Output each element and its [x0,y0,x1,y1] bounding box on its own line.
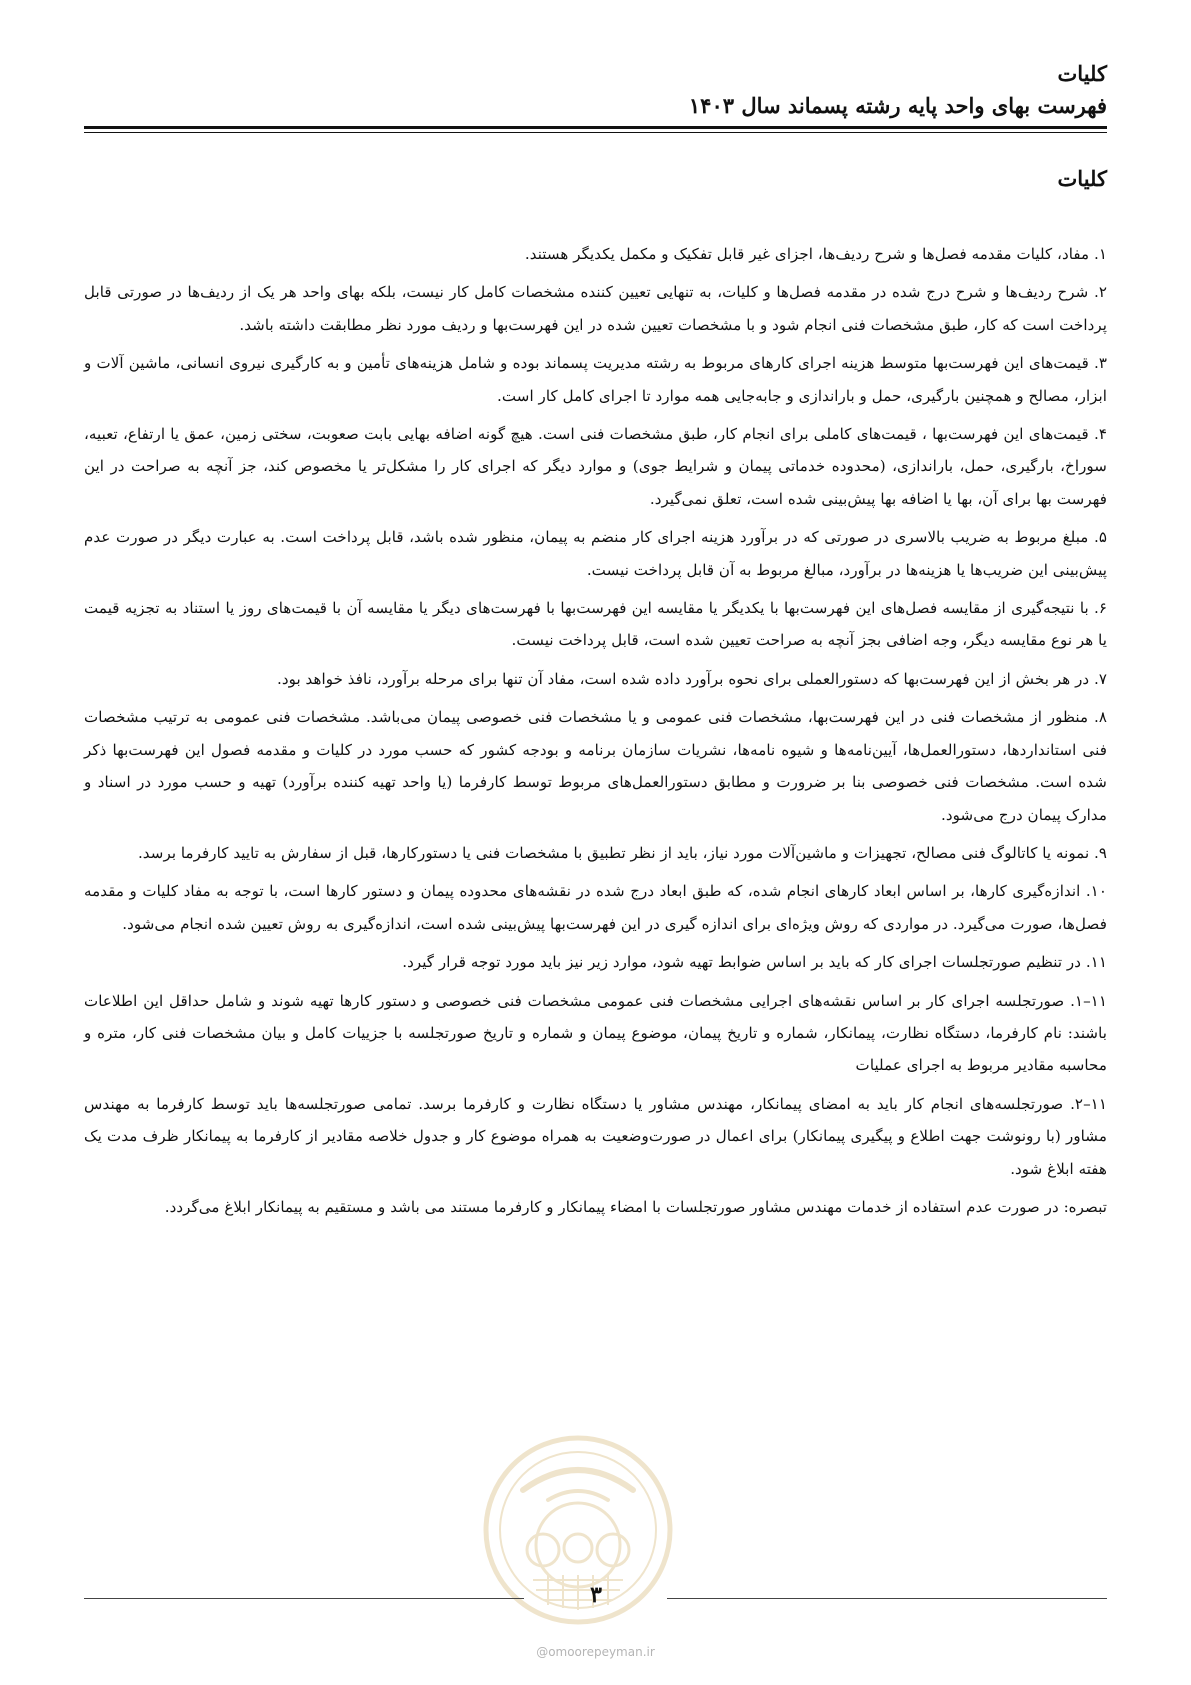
body-text [84,238,1107,1223]
paragraph: ۱. مفاد، کلیات مقدمه فصل‌ها و شرح ردیف‌ها، اجزای غیر قابل تفکیک و مکمل یکدیگر هستند. [524,245,1107,263]
header-subtitle: فهرست بهای واحد پایه رشته پسماند سال ۱۴۰۳ [688,93,1107,118]
paragraph: ۵. مبلغ مربوط به ضریب بالاسری در صورتی که در برآورد هزینه اجرای کار منضم به پیمان، منظور شده باشد، قابل پرداخت است. به عبارت دیگر در صورت عدم پیش‌بینی این ضریب‌ها یا هزینه‌ها در برآورد، مبالغ مربوط به آن قابل پرداخت نیست. [84,528,1107,579]
footer-rule-right [667,1598,1107,1599]
header-rule-thick [84,126,1107,129]
paragraph: ۱۱–۲. صورتجلسه‌های انجام کار باید به امضای پیمانکار، مهندس مشاور یا دستگاه نظارت و کارفرما برسد. تمامی صورتجلسه‌ها باید توسط کارفرما به مهندس مشاور (با رونوشت جهت اطلاع و پیگیری پیمانکار) برای اعمال در صورت‌وضعیت به همراه موضوع کار و جدول خلاصه مقادیر از کارفرما به پیمانکار ظرف مدت یک هفته ابلاغ شود. [84,1094,1107,1178]
paragraph: ۹. نمونه یا کاتالوگ فنی مصالح، تجهیزات و ماشین‌آلات مورد نیاز، باید از نظر تطبیق با مشخصات فنی یا دستورکارها، قبل از سفارش به تایید کارفرما برسد. [137,843,1107,862]
paragraph: ۶. با نتیجه‌گیری از مقایسه فصل‌های این فهرست‌بها با یکدیگر یا مقایسه این فهرست‌بها با فهرست‌های دیگر یا مقایسه آن با قیمت‌های روز یا استناد به تجزیه قیمت یا هر نوع مقایسه دیگر، وجه اضافی بجز آنچه به صراحت تعیین شده است، قابل پرداخت نیست. [84,599,1107,650]
footer-rule-left [84,1598,524,1599]
header-title: کلیات [1057,61,1107,86]
header-rule-thin [84,132,1107,133]
page-header [84,58,1107,122]
paragraph: ۱۱–۱. صورتجلسه اجرای کار بر اساس نقشه‌های اجرایی مشخصات فنی عمومی مشخصات فنی خصوصی و دستور کارها تهیه شوند و شامل حداقل این اطلاعات باشند: نام کارفرما، دستگاه نظارت، پیمانکار، شماره و تاریخ پیمان، موضوع پیمان و شماره و تاریخ صورتجلسه با جزییات کامل و بیان مشخصات فنی کار، متره و محاسبه مقادیر مربوط به اجرای عملیات [84,991,1107,1075]
paragraph: ۴. قیمت‌های این فهرست‌بها ، قیمت‌های کاملی برای انجام کار، طبق مشخصات فنی است. هیچ گونه اضافه بهایی بابت صعوبت، سختی زمین، عمق یا ارتفاع، تعبیه، سوراخ، بارگیری، حمل، باراندازی، (محدوده خدماتی پیمان و شرایط جوی) و موارد دیگر که اجرای کار را مشکل‌تر یا مخصوص کند، جز آنچه به صراحت در این فهرست بها برای آن، بها یا اضافه بها پیش‌بینی شده است، تعلق نمی‌گیرد. [84,425,1108,508]
paragraph: ۲. شرح ردیف‌ها و شرح درج شده در مقدمه فصل‌ها و کلیات، به تنهایی تعیین کننده مشخصات کامل کار نیست، بلکه بهای واحد هر یک از ردیف‌ها در صورتی قابل پرداخت است که کار، طبق مشخصات فنی انجام شود و با مشخصات تعیین شده در این فهرست‌بها و ردیف مورد نظر مطابقت داشته باشد. [84,283,1107,334]
page-number: ۳ [590,1582,602,1608]
paragraph: ۸. منظور از مشخصات فنی در این فهرست‌بها، مشخصات فنی عمومی و یا مشخصات فنی خصوصی پیمان می‌باشد. مشخصات فنی عمومی به ترتیب مشخصات فنی استانداردها، دستورالعمل‌ها، آیین‌نامه‌ها و شیوه نامه‌ها، نشریات سازمان برنامه و بودجه کشور که حسب مورد در کلیات و مقدمه فصول این فهرست‌بها ذکر شده است. مشخصات فنی خصوصی بنا بر ضرورت و مطابق دستورالعمل‌های مربوط توسط کارفرما (یا واحد تهیه کننده برآورد) تهیه و حسب مورد در اسناد و مدارک پیمان درج می‌شود. [84,708,1107,824]
footer-website[interactable]: @omoorepeyman.ir [536,1645,655,1659]
paragraph: ۷. در هر بخش از این فهرست‌بها که دستورالعملی برای نحوه برآورد داده شده است، مفاد آن تنها برای مرحله برآورد، نافذ خواهد بود. [277,669,1107,688]
paragraph: تبصره: در صورت عدم استفاده از خدمات مهندس مشاور صورتجلسات با امضاء پیمانکار و کارفرما مستند می باشد و مستقیم به پیمانکار ابلاغ می‌گردد. [164,1197,1107,1216]
paragraph: ۳. قیمت‌های این فهرست‌بها متوسط هزینه اجرای کارهای مربوط به رشته مدیریت پسماند بوده و شامل هزینه‌های تأمین و به کارگیری نیروی انسانی، ماشین آلات و ابزار، مصالح و همچنین بارگیری، حمل و باراندازی و جابه‌جایی همه موارد تا اجرای کامل کار است. [84,354,1107,405]
paragraph: ۱۰. اندازه‌گیری کارها، بر اساس ابعاد کارهای انجام شده، که طبق ابعاد درج شده در نقشه‌های محدوده پیمان و دستور کارها است، با توجه به مفاد کلیات و مقدمه فصل‌ها، صورت می‌گیرد. در مواردی که روش ویژه‌ای برای اندازه گیری در این فهرست‌بها پیش‌بینی شده است، اندازه‌گیری به روش تعیین شده انجام می‌شود. [84,882,1107,933]
section-title: کلیات [1057,166,1107,191]
paragraph: ۱۱. در تنظیم صورتجلسات اجرای کار که باید بر اساس ضوابط تهیه شود، موارد زیر نیز باید مورد توجه قرار گیرد. [402,953,1107,972]
